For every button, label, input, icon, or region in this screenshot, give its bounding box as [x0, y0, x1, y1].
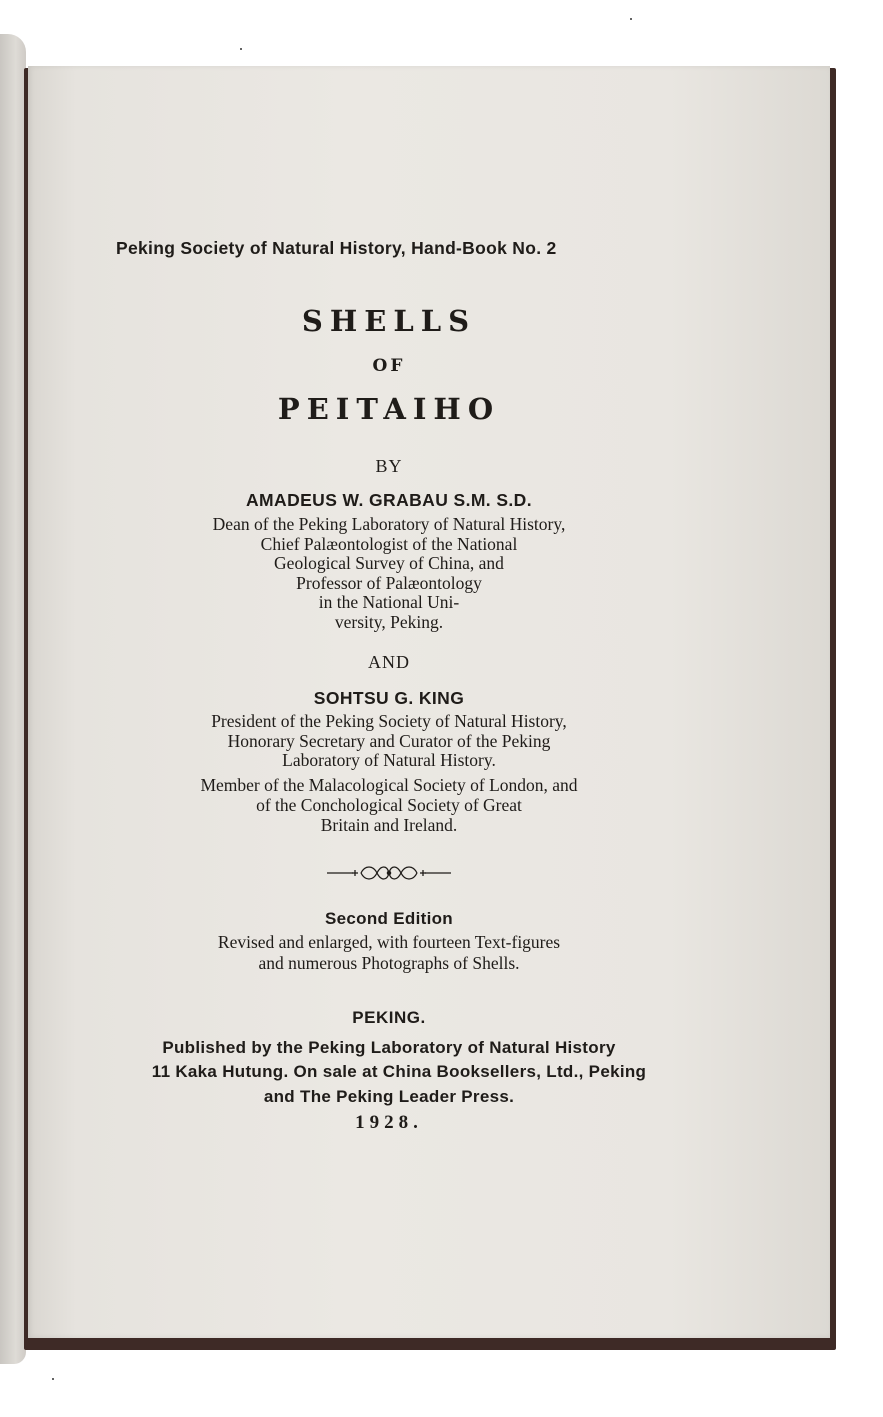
imprint-publisher: and The Peking Leader Press.: [263, 1087, 515, 1106]
dust-speck: [240, 48, 242, 50]
title-page-content: [28, 66, 830, 1338]
title-page: [28, 66, 830, 1338]
author1-credential: Chief Palæontologist of the National: [260, 534, 518, 554]
author1-credential: Professor of Palæontology: [296, 573, 482, 593]
dust-speck: [630, 18, 632, 20]
author1-credential: versity, Peking.: [334, 612, 444, 632]
imprint-place: PEKING.: [352, 1008, 426, 1027]
title-line-2: OF: [372, 356, 406, 376]
edition-description: and numerous Photographs of Shells.: [258, 953, 520, 973]
flourish-ornament-icon: [325, 863, 453, 883]
edition-label: Second Edition: [325, 909, 453, 928]
imprint-publisher: 11 Kaka Hutung. On sale at China Booksellers, Ltd., Peking: [151, 1062, 647, 1081]
author2-membership: of the Conchological Society of Great: [256, 795, 522, 815]
author1-credential: Dean of the Peking Laboratory of Natural History,: [212, 514, 566, 534]
dust-speck: [52, 1378, 54, 1380]
ornament-divider: [0, 863, 790, 888]
author2-credential: Honorary Secretary and Curator of the Peking: [227, 731, 551, 751]
by-line: BY: [375, 456, 403, 476]
imprint-year: 1928.: [355, 1112, 423, 1133]
and-line: AND: [368, 652, 410, 672]
author2-name: SOHTSU G. KING: [313, 688, 465, 708]
author1-name: AMADEUS W. GRABAU S.M. S.D.: [246, 490, 532, 510]
author2-credential: President of the Peking Society of Natural History,: [211, 711, 567, 731]
edition-description: Revised and enlarged, with fourteen Text-figures: [217, 932, 561, 952]
author2-credential: Laboratory of Natural History.: [282, 750, 496, 770]
title-line-3: PEITAIHO: [277, 392, 501, 426]
author2-membership: Britain and Ireland.: [320, 815, 458, 835]
author2-membership: Member of the Malacological Society of London, and: [200, 775, 578, 795]
imprint-publisher: Published by the Peking Laboratory of Natural History: [162, 1038, 616, 1057]
author1-credential: Geological Survey of China, and: [274, 553, 504, 573]
author1-credential: in the National Uni-: [318, 592, 460, 612]
series-line: Peking Society of Natural History, Hand-Book No. 2: [116, 238, 557, 258]
title-line-1: SHELLS: [301, 304, 477, 338]
